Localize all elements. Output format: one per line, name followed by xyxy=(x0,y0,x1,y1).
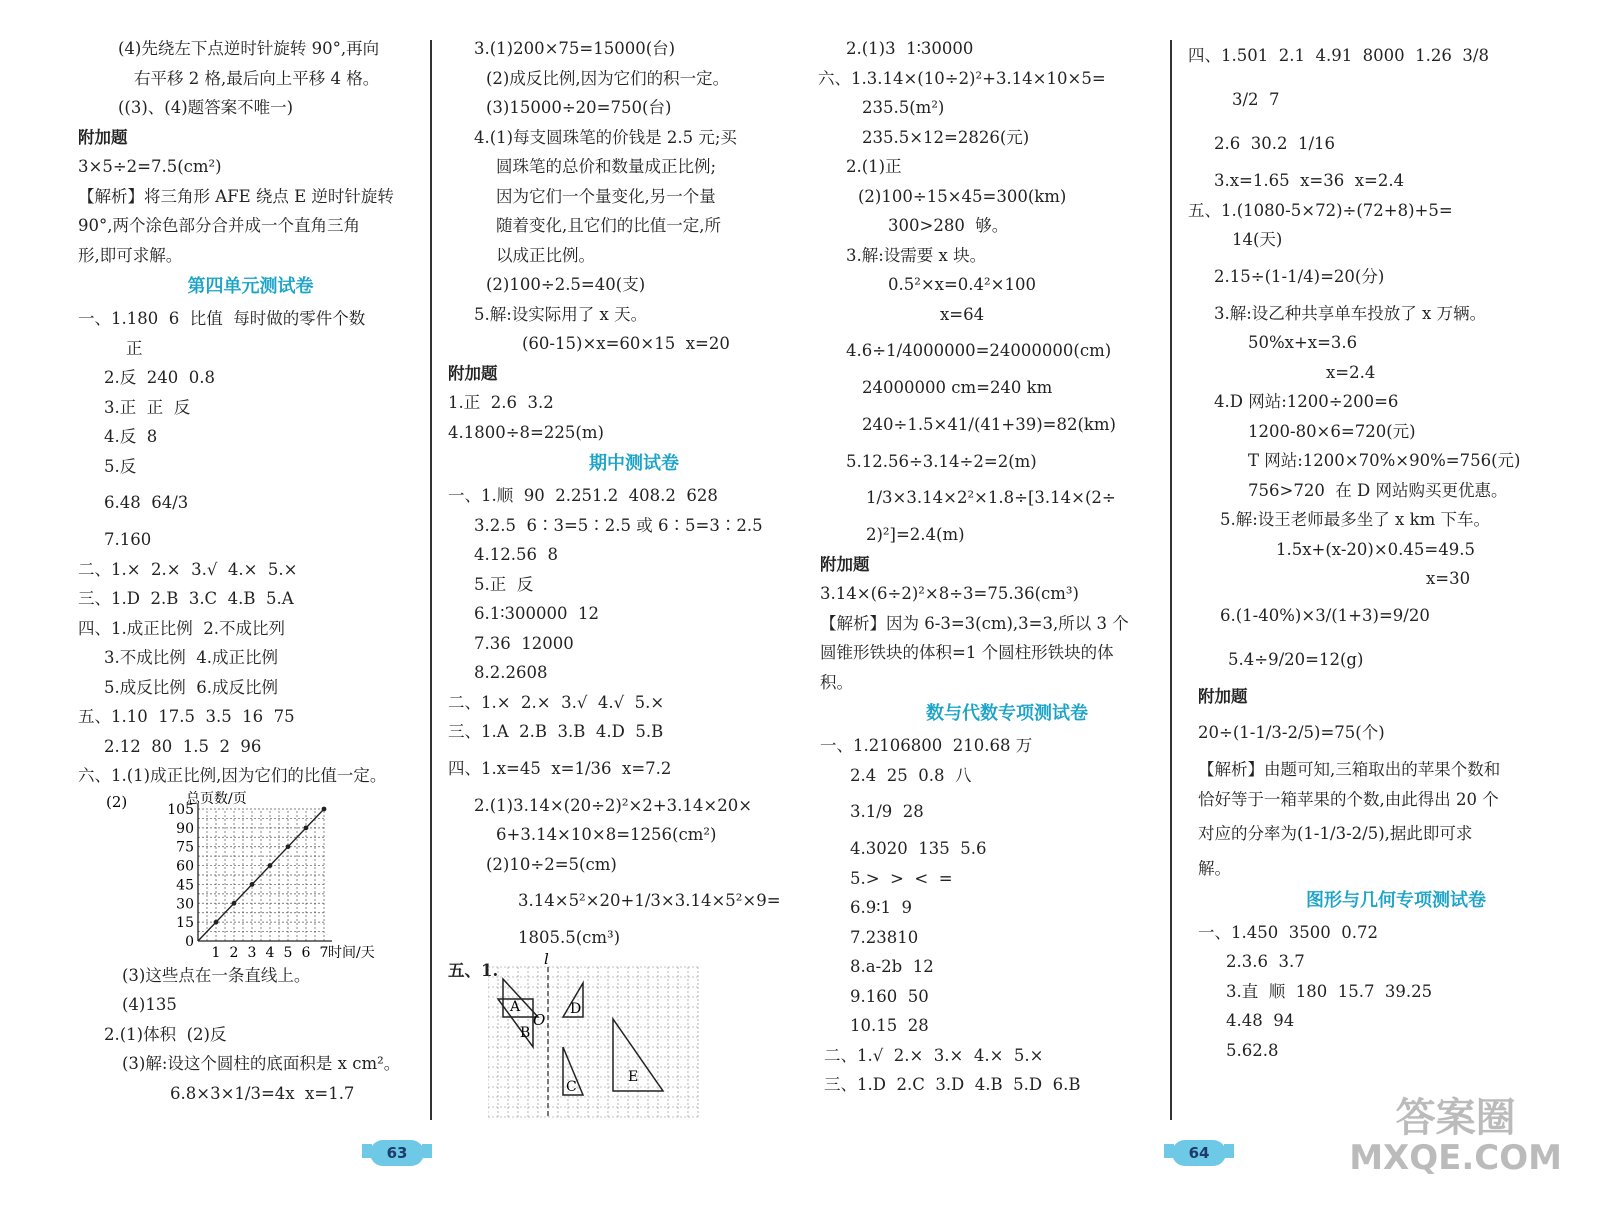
text-line: 235.5×12=2826(元) xyxy=(862,127,1030,147)
text-line: 6.8×3×1/3=4x x=1.7 xyxy=(170,1083,355,1103)
text-line: 四、1.x=45 x=1/36 x=7.2 xyxy=(448,758,672,778)
text-line: 2.反 240 0.8 xyxy=(104,368,215,387)
text-line: 圆锥形铁块的体积=1 个圆柱形铁块的体 xyxy=(820,643,1114,662)
column-4 xyxy=(1188,34,1586,1121)
label-d: D xyxy=(570,1000,582,1017)
text-line: 右平移 2 格,最后向上平移 4 格。 xyxy=(134,68,380,88)
text-line: 【解析】因为 6-3=3(cm),3=3,所以 3 个 xyxy=(820,613,1129,633)
text-line: 2.12 80 1.5 2 96 xyxy=(104,736,262,756)
text-line: 2.(1)3.14×(20÷2)²×2+3.14×20× xyxy=(474,795,753,815)
grid-lines xyxy=(488,967,698,1117)
x-tick-label: 7 xyxy=(319,944,329,961)
section-title: 期中测试卷 xyxy=(589,453,679,474)
text-line: 6+3.14×10×8=1256(cm²) xyxy=(496,825,717,844)
text-line: 5.反 xyxy=(104,456,137,476)
transform-figure xyxy=(448,953,820,1118)
text-line: 7.23810 xyxy=(850,927,919,947)
data-point xyxy=(232,900,237,905)
text-line: 4.6÷1/4000000=24000000(cm) xyxy=(846,341,1112,360)
text-line: 2.15÷(1-1/4)=20(分) xyxy=(1214,266,1385,286)
label-c: C xyxy=(566,1078,577,1095)
text-line: 因为它们一个量变化,另一个量 xyxy=(496,186,716,206)
label-a: A xyxy=(510,998,521,1015)
text-line: 5.12.56÷3.14÷2=2(m) xyxy=(846,451,1037,471)
text-line: 【解析】将三角形 AFE 绕点 E 逆时针旋转 xyxy=(78,186,394,206)
text-line: 3.直 顺 180 15.7 39.25 xyxy=(1226,981,1433,1001)
text-line: 4.12.56 8 xyxy=(474,545,558,564)
text-line: 五、1. xyxy=(448,960,499,980)
text-line: 9.160 50 xyxy=(850,986,929,1006)
x-tick-label: 6 xyxy=(301,944,311,961)
text-line: (2)100÷2.5=40(支) xyxy=(486,275,646,294)
text-line: 2.3.6 3.7 xyxy=(1226,952,1305,971)
text-line: 3.不成比例 4.成正比例 xyxy=(104,648,278,667)
text-line: 4.1800÷8=225(m) xyxy=(448,422,604,442)
section-heading: 附加题 xyxy=(1198,686,1248,706)
chart-title: 总页数/页 xyxy=(186,790,247,807)
text-line: 三、1.D 2.C 3.D 4.B 5.D 6.B xyxy=(824,1075,1081,1094)
chart-prefix: (2) xyxy=(106,792,128,811)
chart-svg xyxy=(78,791,418,961)
text-line: 3.1/9 28 xyxy=(850,802,924,821)
text-line: 3.正 正 反 xyxy=(104,397,191,417)
label-e: E xyxy=(628,1068,639,1085)
text-line: 3.x=1.65 x=36 x=2.4 xyxy=(1214,171,1405,190)
text-line: 一、1.180 6 比值 每时做的零件个数 xyxy=(78,309,366,328)
data-point xyxy=(304,825,309,830)
x-axis-label: 时间/天 xyxy=(328,944,375,961)
text-line: (2)100÷15×45=300(km) xyxy=(858,186,1067,206)
text-line: 4.(1)每支圆珠笔的价钱是 2.5 元;买 xyxy=(474,127,737,147)
y-tick-label: 90 xyxy=(176,820,194,837)
column-1 xyxy=(78,34,423,1121)
text-line: 90°,两个涂色部分合并成一个直角三角 xyxy=(78,216,360,235)
watermark-bottom: MXQE.COM xyxy=(1349,1138,1562,1178)
page-number-left: 63 xyxy=(370,1140,424,1166)
data-point xyxy=(268,863,273,868)
text-line: (2)10÷2=5(cm) xyxy=(486,854,617,874)
text-line: 7.160 xyxy=(104,530,152,549)
text-line: (4)先绕左下点逆时针旋转 90°,再向 xyxy=(118,39,380,58)
text-line: 4.3020 135 5.6 xyxy=(850,839,987,858)
divider-1 xyxy=(430,40,432,1120)
text-line: 24000000 cm=240 km xyxy=(862,378,1053,397)
text-line: T 网站:1200×70%×90%=756(元) xyxy=(1248,451,1521,470)
text-line: 6.48 64/3 xyxy=(104,493,189,512)
text-line: 1805.5(cm³) xyxy=(518,928,621,947)
text-line: 正 xyxy=(126,338,143,358)
text-line: 二、1.√ 2.× 3.× 4.× 5.× xyxy=(824,1045,1044,1065)
column-2 xyxy=(448,34,820,1121)
text-line: 4.反 8 xyxy=(104,427,158,446)
watermark-logo xyxy=(1349,1095,1562,1178)
text-line: x=64 xyxy=(940,304,985,324)
y-tick-label: 15 xyxy=(176,914,194,931)
text-line: (60-15)×x=60×15 x=20 xyxy=(522,334,730,353)
text-line: 5.> > < = xyxy=(850,868,953,888)
text-line: 300>280 够。 xyxy=(888,216,1009,235)
text-line: 恰好等于一箱苹果的个数,由此得出 20 个 xyxy=(1198,789,1499,809)
text-line: 对应的分率为(1-1/3-2/5),据此即可求 xyxy=(1198,824,1473,843)
text-line: 2.(1)正 xyxy=(846,157,902,176)
text-line: 【解析】由题可知,三箱取出的苹果个数和 xyxy=(1198,760,1501,779)
text-line: 3.14×(6÷2)²×8÷3=75.36(cm³) xyxy=(820,584,1079,603)
text-line: (3)解:设这个圆柱的底面积是 x cm²。 xyxy=(122,1054,401,1073)
text-line: 圆珠笔的总价和数量成正比例; xyxy=(496,157,717,176)
text-line: (3)这些点在一条直线上。 xyxy=(122,965,311,985)
text-line: 一、1.顺 90 2.251.2 408.2 628 xyxy=(448,486,718,505)
y-tick-label: 105 xyxy=(167,801,194,818)
text-line: 形,即可求解。 xyxy=(78,245,183,265)
text-line: 5.解:设实际用了 x 天。 xyxy=(474,304,648,324)
y-tick-label: 45 xyxy=(176,876,194,893)
text-line: (3)15000÷20=750(台) xyxy=(486,98,672,117)
text-line: 解。 xyxy=(1198,859,1231,878)
data-point xyxy=(286,844,291,849)
text-line: 1/3×3.14×2²×1.8÷[3.14×(2÷ xyxy=(866,488,1116,507)
label-b: B xyxy=(520,1024,531,1041)
text-line: x=2.4 xyxy=(1326,362,1376,382)
data-point xyxy=(322,806,327,811)
text-line: x=30 xyxy=(1426,569,1471,588)
y-tick-label: 75 xyxy=(176,839,194,856)
text-line: 50%x+x=3.6 xyxy=(1248,333,1358,352)
x-tick-label: 4 xyxy=(265,944,275,961)
data-point xyxy=(250,882,255,887)
text-line: 6.9∶1 9 xyxy=(850,898,913,917)
text-line: 3.解:设乙种共享单车投放了 x 万辆。 xyxy=(1214,303,1487,323)
x-tick-label: 2 xyxy=(229,944,239,961)
text-line: 10.15 28 xyxy=(850,1016,929,1035)
text-line: 五、1.10 17.5 3.5 16 75 xyxy=(78,707,295,726)
text-line: 14(天) xyxy=(1232,230,1283,249)
text-line: (2)成反比例,因为它们的积一定。 xyxy=(486,68,730,88)
section-title: 图形与几何专项测试卷 xyxy=(1306,889,1486,911)
text-line: 8.2.2608 xyxy=(474,663,548,682)
text-line: 积。 xyxy=(820,672,853,692)
text-line: 5.解:设王老师最多坐了 x km 下车。 xyxy=(1220,510,1490,529)
text-line: 5.正 反 xyxy=(474,574,534,594)
x-tick-label: 5 xyxy=(283,944,293,961)
text-line: 2.4 25 0.8 八 xyxy=(850,765,972,785)
text-line: 一、1.450 3500 0.72 xyxy=(1198,922,1378,942)
data-point xyxy=(214,919,219,924)
y-tick-label: 30 xyxy=(176,895,194,912)
text-line: 4.D 网站:1200÷200=6 xyxy=(1214,392,1399,411)
text-line: 2.6 30.2 1/16 xyxy=(1214,134,1336,153)
text-line: 四、1.501 2.1 4.91 8000 1.26 3/8 xyxy=(1188,46,1489,65)
text-line: 3/2 7 xyxy=(1232,90,1280,109)
section-heading: 附加题 xyxy=(448,363,498,383)
text-line: 2.(1)体积 (2)反 xyxy=(104,1024,227,1044)
line-chart xyxy=(78,791,423,961)
text-line: 1200-80×6=720(元) xyxy=(1248,421,1416,441)
grid-figure-svg xyxy=(488,953,788,1118)
x-tick-label: 1 xyxy=(211,944,221,961)
text-line: 5.成反比例 6.成反比例 xyxy=(104,677,278,697)
text-line: 一、1.2106800 210.68 万 xyxy=(820,736,1033,755)
text-line: (4)135 xyxy=(122,995,177,1014)
text-line: 五、1.(1080-5×72)÷(72+8)+5= xyxy=(1188,200,1453,220)
text-line: 4.48 94 xyxy=(1226,1011,1295,1030)
text-line: 六、1.3.14×(10÷2)²+3.14×10×5= xyxy=(818,68,1106,88)
text-line: 以成正比例。 xyxy=(496,245,595,265)
text-line: 1.正 2.6 3.2 xyxy=(448,393,554,412)
y-tick-label: 60 xyxy=(176,858,194,875)
text-line: 6.1∶300000 12 xyxy=(474,604,600,623)
section-heading: 附加题 xyxy=(78,127,128,147)
text-line: 3×5÷2=7.5(cm²) xyxy=(78,157,222,176)
text-line: 0.5²×x=0.4²×100 xyxy=(888,275,1036,294)
text-line: 随着变化,且它们的比值一定,所 xyxy=(496,216,721,235)
text-line: 2)²]=2.4(m) xyxy=(866,525,965,544)
section-title: 数与代数专项测试卷 xyxy=(926,703,1088,724)
text-line: 6.(1-40%)×3/(1+3)=9/20 xyxy=(1220,605,1430,625)
text-line: 三、1.A 2.B 3.B 4.D 5.B xyxy=(448,722,664,741)
text-line: 756>720 在 D 网站购买更优惠。 xyxy=(1248,480,1508,500)
text-line: 5.4÷9/20=12(g) xyxy=(1228,649,1364,669)
text-line: 1.5x+(x-20)×0.45=49.5 xyxy=(1276,539,1475,559)
watermark-top: 答案圈 xyxy=(1395,1095,1516,1141)
text-line: 5.62.8 xyxy=(1226,1040,1279,1060)
text-line: 20÷(1-1/3-2/5)=75(个) xyxy=(1198,723,1385,742)
text-line: 3.2.5 6∶3=5∶2.5 或 6∶5=3∶2.5 xyxy=(474,515,763,535)
label-o: O xyxy=(533,1010,546,1029)
text-line: 2.(1)3 1∶30000 xyxy=(846,39,974,58)
y-tick-label: 0 xyxy=(185,933,194,950)
section-heading: 附加题 xyxy=(820,554,870,574)
text-line: 240÷1.5×41/(41+39)=82(km) xyxy=(862,414,1116,434)
text-line: 3.(1)200×75=15000(台) xyxy=(474,39,676,58)
text-line: 四、1.成正比例 2.不成比列 xyxy=(78,618,285,638)
page-number-right: 64 xyxy=(1172,1140,1226,1166)
text-line: 235.5(m²) xyxy=(862,98,945,117)
label-l: l xyxy=(544,952,549,968)
text-line: 7.36 12000 xyxy=(474,633,574,653)
x-tick-label: 3 xyxy=(247,944,257,961)
column-3 xyxy=(818,34,1182,1121)
text-line: 三、1.D 2.B 3.C 4.B 5.A xyxy=(78,589,294,608)
text-line: 3.14×5²×20+1/3×3.14×5²×9= xyxy=(518,891,781,910)
section-title: 第四单元测试卷 xyxy=(187,276,314,297)
text-line: ((3)、(4)题答案不唯一) xyxy=(118,98,294,117)
text-line: 3.解:设需要 x 块。 xyxy=(846,245,987,265)
text-line: 8.a-2b 12 xyxy=(850,957,934,976)
text-line: 六、1.(1)成正比例,因为它们的比值一定。 xyxy=(78,766,387,785)
text-line: 二、1.× 2.× 3.√ 4.× 5.× xyxy=(78,559,298,579)
text-line: 二、1.× 2.× 3.√ 4.√ 5.× xyxy=(448,692,665,712)
